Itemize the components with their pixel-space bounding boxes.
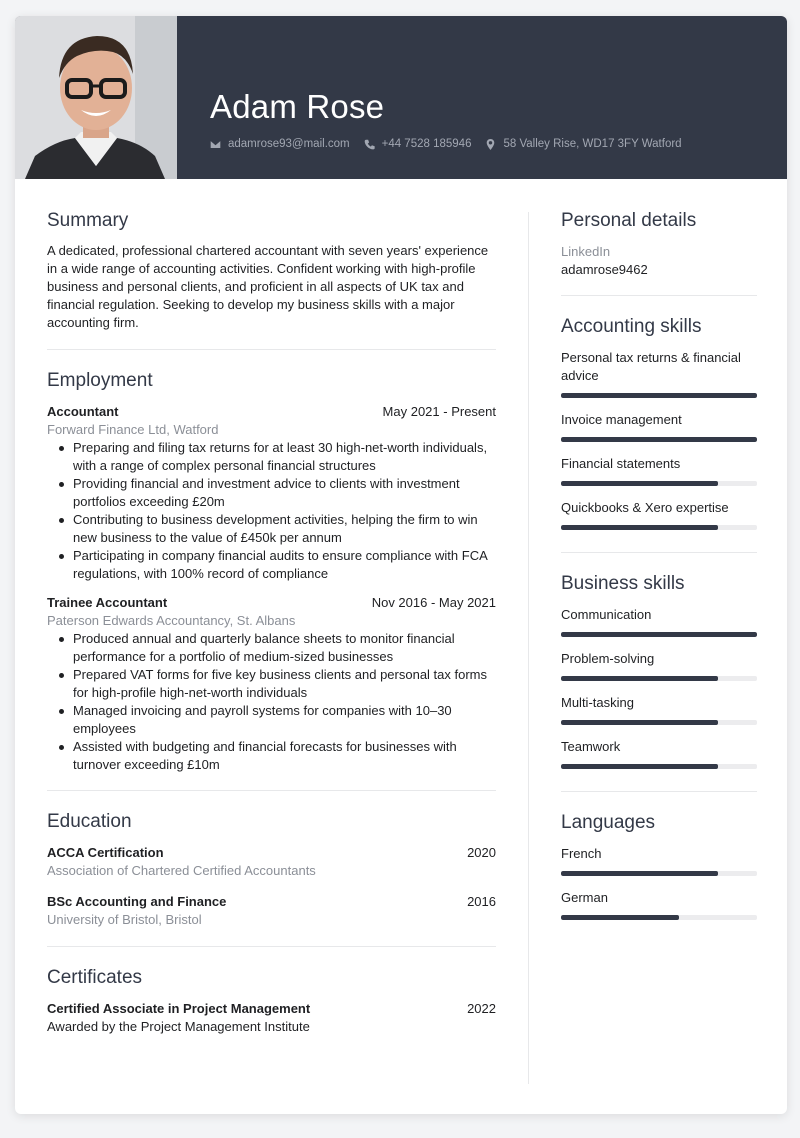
- resume-header: [15, 16, 787, 179]
- job-dates: Nov 2016 - May 2021: [371, 595, 496, 610]
- business-skill-level-fill: [561, 632, 757, 637]
- business-skill-level-fill: [561, 676, 718, 681]
- contact-row: [210, 138, 696, 150]
- bullet-item: Produced annual and quarterly balance sheets to monitor financial performance for a portfolio of medium-sized businesses: [57, 630, 496, 666]
- education-entry: [47, 844, 496, 880]
- accounting-skill-label: Quickbooks & Xero expertise: [561, 500, 729, 515]
- accounting-skill-level-bar: [561, 525, 757, 530]
- language-level-bar: [561, 871, 757, 876]
- business-skill-label: Teamwork: [561, 739, 621, 754]
- summary-text: A dedicated, professional chartered accountant with seven years' experience in a wide range of accounting activities. Confident working with high-profile business and personal clients, and proficient in all aspects of UK tax and financial regulation. Seeking to develop my business skills with a major accounting firm.: [47, 243, 489, 330]
- certificates-heading: Certificates: [47, 967, 143, 988]
- bullet-item: Assisted with budgeting and financial forecasts for businesses with turnover exceeding £10m: [57, 738, 496, 774]
- job-role: Trainee Accountant: [47, 595, 168, 610]
- bullet-item: Participating in company financial audits to ensure compliance with FCA regulations, with 100% record of compliance: [57, 547, 496, 583]
- job-dates: May 2021 - Present: [382, 404, 496, 419]
- contact-address: [485, 138, 681, 150]
- education-heading: Education: [47, 811, 132, 832]
- education-school: University of Bristol, Bristol: [47, 912, 202, 927]
- linkedin-label: LinkedIn: [561, 244, 611, 259]
- employment-heading: Employment: [47, 370, 153, 391]
- education-header: [47, 893, 496, 911]
- contact-email[interactable]: [210, 138, 350, 150]
- accounting-skill-level-bar: [561, 481, 757, 486]
- candidate-name: Adam Rose: [210, 88, 385, 125]
- bullet-item: Preparing and filing tax returns for at least 30 high-net-worth individuals, with a range of complex personal financial structures: [57, 439, 496, 475]
- language-item: [561, 845, 757, 876]
- resume-sheet: [15, 16, 787, 1114]
- language-label: German: [561, 890, 608, 905]
- address-text: 58 Valley Rise, WD17 3FY Watford: [503, 138, 682, 150]
- accounting-skill-label: Financial statements: [561, 456, 681, 471]
- job-entry: [47, 403, 496, 583]
- business-skills-heading: Business skills: [561, 573, 685, 594]
- email-text: adamrose93@mail.com: [228, 138, 350, 150]
- accounting-skill-level-fill: [561, 525, 718, 530]
- bullet-item: Managed invoicing and payroll systems for companies with 10–30 employees: [57, 702, 496, 738]
- accounting-skill-item: [561, 411, 757, 442]
- column-divider: [528, 212, 529, 1084]
- accounting-skill-level-fill: [561, 437, 757, 442]
- accounting-skill-label: Invoice management: [561, 412, 682, 427]
- business-skills-list: [561, 606, 757, 769]
- section-divider: [561, 552, 757, 553]
- accounting-skill-item: [561, 349, 757, 398]
- certificate-issuer: Awarded by the Project Management Institute: [47, 1019, 310, 1034]
- business-skill-label: Multi-tasking: [561, 695, 634, 710]
- education-degree: BSc Accounting and Finance: [47, 894, 227, 909]
- language-level-bar: [561, 915, 757, 920]
- phone-icon: [364, 139, 375, 150]
- accounting-skills-heading: Accounting skills: [561, 316, 702, 337]
- certificate-year: 2022: [467, 1001, 496, 1016]
- section-divider: [47, 349, 496, 350]
- phone-text: +44 7528 185946: [381, 138, 472, 150]
- portrait-illustration: [15, 16, 177, 179]
- linkedin-value[interactable]: adamrose9462: [561, 262, 648, 277]
- business-skill-item: [561, 694, 757, 725]
- certificate-name: Certified Associate in Project Management: [47, 1001, 311, 1016]
- contact-phone[interactable]: [364, 138, 472, 150]
- accounting-skill-level-bar: [561, 437, 757, 442]
- main-column: [47, 194, 496, 1036]
- education-school: Association of Chartered Certified Accountants: [47, 863, 316, 878]
- accounting-skill-level-bar: [561, 393, 757, 398]
- accounting-skills-list: [561, 349, 757, 530]
- map-pin-icon: [485, 139, 496, 150]
- certificate-entry: [47, 1000, 496, 1036]
- job-company: Paterson Edwards Accountancy, St. Albans: [47, 613, 296, 628]
- business-skill-item: [561, 650, 757, 681]
- section-divider: [561, 791, 757, 792]
- profile-photo: [15, 16, 177, 179]
- language-level-fill: [561, 871, 718, 876]
- business-skill-level-fill: [561, 720, 718, 725]
- language-label: French: [561, 846, 602, 861]
- languages-heading: Languages: [561, 812, 656, 833]
- accounting-skill-item: [561, 499, 757, 530]
- language-item: [561, 889, 757, 920]
- job-bullets: [57, 439, 496, 583]
- job-entry: [47, 594, 496, 774]
- accounting-skill-level-fill: [561, 481, 718, 486]
- bullet-item: Prepared VAT forms for five key business clients and personal tax forms for high-profile high-net-worth individuals: [57, 666, 496, 702]
- certificate-header: [47, 1000, 496, 1018]
- job-header: [47, 403, 496, 421]
- job-role: Accountant: [47, 404, 119, 419]
- accounting-skill-label: Personal tax returns & financial advice: [561, 350, 741, 383]
- bullet-item: Contributing to business development activities, helping the firm to win new business to the value of £450k per annum: [57, 511, 496, 547]
- business-skill-item: [561, 738, 757, 769]
- business-skill-level-bar: [561, 632, 757, 637]
- envelope-icon: [210, 139, 221, 150]
- section-divider: [47, 946, 496, 947]
- business-skill-level-bar: [561, 764, 757, 769]
- business-skill-label: Communication: [561, 607, 652, 622]
- job-bullets: [57, 630, 496, 774]
- side-column: [561, 194, 757, 920]
- job-header: [47, 594, 496, 612]
- business-skill-level-bar: [561, 676, 757, 681]
- education-year: 2016: [467, 894, 496, 909]
- summary-heading: Summary: [47, 210, 129, 231]
- business-skill-item: [561, 606, 757, 637]
- section-divider: [561, 295, 757, 296]
- education-entry: [47, 893, 496, 929]
- bullet-item: Providing financial and investment advice to clients with investment portfolios exceeding £20m: [57, 475, 496, 511]
- business-skill-level-bar: [561, 720, 757, 725]
- education-header: [47, 844, 496, 862]
- job-company: Forward Finance Ltd, Watford: [47, 422, 219, 437]
- languages-list: [561, 845, 757, 920]
- accounting-skill-level-fill: [561, 393, 757, 398]
- language-level-fill: [561, 915, 679, 920]
- education-year: 2020: [467, 845, 496, 860]
- business-skill-label: Problem-solving: [561, 651, 655, 666]
- personal-heading: Personal details: [561, 210, 697, 231]
- section-divider: [47, 790, 496, 791]
- accounting-skill-item: [561, 455, 757, 486]
- education-degree: ACCA Certification: [47, 845, 164, 860]
- business-skill-level-fill: [561, 764, 718, 769]
